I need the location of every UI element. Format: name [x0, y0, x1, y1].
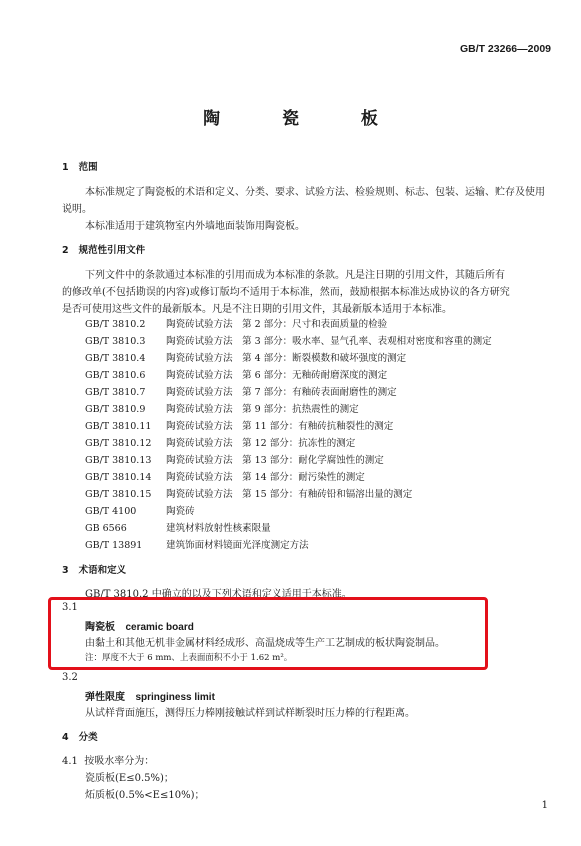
ref-code: GB/T 3810.15	[85, 489, 152, 500]
ref-title: 陶瓷砖试验方法 第 14 部分：耐污染性的测定	[166, 472, 365, 483]
ref-title: 陶瓷砖试验方法 第 2 部分：尺寸和表面质量的检验	[166, 319, 388, 330]
ref-code: GB/T 3810.13	[85, 455, 152, 466]
ref-title: 陶瓷砖试验方法 第 11 部分：有釉砖抗釉裂性的测定	[166, 421, 394, 432]
reference-item	[85, 401, 359, 415]
ref-code: GB/T 3810.7	[85, 387, 146, 398]
ref-title: 陶瓷砖试验方法 第 13 部分：耐化学腐蚀性的测定	[166, 455, 384, 466]
paragraph-line: 的修改单(不包括勘误的内容)或修订版均不适用于本标准，然而，鼓励根据本标准达成协议的各方研究	[62, 287, 510, 298]
ref-code: GB/T 3810.14	[85, 472, 152, 483]
term-number: 3.2	[62, 672, 78, 683]
reference-item	[85, 486, 412, 500]
list-item: 炻质板(0.5%<E≤10%)；	[85, 790, 205, 801]
reference-item	[85, 520, 271, 534]
ref-title: 陶瓷砖	[166, 506, 195, 517]
term-cn: 陶瓷板	[85, 622, 115, 633]
term-heading	[85, 618, 194, 633]
ref-code: GB/T 3810.4	[85, 353, 146, 364]
subsection-number: 4.1	[62, 756, 78, 767]
ref-title: 建筑材料放射性核素限量	[166, 523, 271, 534]
term-cn: 弹性限度	[85, 692, 125, 703]
reference-item	[85, 350, 406, 364]
reference-item	[85, 469, 365, 483]
section-number: 2	[62, 245, 69, 256]
paragraph-line: 是否可使用这些文件的最新版本。凡是不注日期的引用文件，其最新版本适用于本标准。	[62, 304, 452, 315]
paragraph-line: 下列文件中的条款通过本标准的引用而成为本标准的条款。凡是注日期的引用文件，其随后所有	[85, 270, 505, 281]
section-2-heading	[62, 242, 145, 256]
reference-item	[85, 452, 384, 466]
term-heading	[85, 688, 215, 703]
section-number: 3	[62, 565, 69, 576]
section-title: 范围	[78, 162, 98, 173]
ref-code: GB/T 3810.3	[85, 336, 146, 347]
paragraph-line: GB/T 3810.2 中确立的以及下列术语和定义适用于本标准。	[85, 589, 352, 600]
standard-code: GB/T 23266—2009	[459, 43, 551, 55]
term-en: springiness limit	[135, 692, 215, 703]
ref-code: GB/T 3810.2	[85, 319, 146, 330]
subsection-text: 按吸水率分为：	[84, 756, 155, 767]
ref-title: 建筑饰面材料镜面光泽度测定方法	[166, 540, 309, 551]
reference-item	[85, 333, 492, 347]
section-title: 分类	[78, 732, 98, 743]
ref-code: GB/T 3810.11	[85, 421, 152, 432]
ref-title: 陶瓷砖试验方法 第 7 部分：有釉砖表面耐磨性的测定	[166, 387, 397, 398]
reference-item	[85, 537, 309, 551]
section-title: 术语和定义	[78, 565, 127, 576]
ref-code: GB/T 13891	[85, 540, 143, 551]
section-1-heading	[62, 159, 98, 173]
ref-title: 陶瓷砖试验方法 第 15 部分：有釉砖铅和镉溶出量的测定	[166, 489, 413, 500]
term-number: 3.1	[62, 602, 78, 613]
ref-title: 陶瓷砖试验方法 第 3 部分：吸水率、显气孔率、表观相对密度和容重的测定	[166, 336, 492, 347]
ref-title: 陶瓷砖试验方法 第 12 部分：抗冻性的测定	[166, 438, 356, 449]
ref-code: GB/T 3810.6	[85, 370, 146, 381]
section-3-heading	[62, 562, 126, 576]
section-title: 规范性引用文件	[78, 245, 146, 256]
page-number: 1	[541, 800, 548, 811]
term-definition: 从试样背面施压，测得压力棒刚接触试样到试样断裂时压力棒的行程距离。	[85, 708, 415, 719]
page-title: 陶 瓷 板	[203, 109, 406, 129]
term-en: ceramic board	[125, 622, 194, 633]
ref-title: 陶瓷砖试验方法 第 4 部分：断裂模数和破坏强度的测定	[166, 353, 407, 364]
reference-item	[85, 418, 393, 432]
ref-code: GB 6566	[85, 523, 127, 534]
section-number: 1	[62, 162, 69, 173]
ref-code: GB/T 4100	[85, 506, 137, 517]
reference-item	[85, 435, 355, 449]
paragraph-line: 本标准规定了陶瓷板的术语和定义、分类、要求、试验方法、检验规则、标志、包装、运输、贮存及使用	[85, 187, 545, 198]
paragraph-line: 说明。	[62, 204, 92, 215]
reference-item	[85, 503, 195, 517]
list-item: 瓷质板(E≤0.5%)；	[85, 773, 174, 784]
ref-code: GB/T 3810.12	[85, 438, 152, 449]
ref-code: GB/T 3810.9	[85, 404, 146, 415]
term-definition: 由黏土和其他无机非金属材料经成形、高温烧成等生产工艺制成的板状陶瓷制品。	[85, 638, 445, 649]
ref-title: 陶瓷砖试验方法 第 6 部分：无釉砖耐磨深度的测定	[166, 370, 388, 381]
ref-title: 陶瓷砖试验方法 第 9 部分：抗热震性的测定	[166, 404, 359, 415]
section-4-heading	[62, 729, 98, 743]
paragraph-line: 本标准适用于建筑物室内外墙地面装饰用陶瓷板。	[85, 221, 305, 232]
term-note: 注：厚度不大于 6 mm、上表面面积不小于 1.62 m²。	[85, 653, 293, 663]
section-number: 4	[62, 732, 69, 743]
subsection-4-1	[62, 752, 154, 767]
reference-item	[85, 384, 397, 398]
reference-item	[85, 367, 387, 381]
reference-item	[85, 316, 387, 330]
